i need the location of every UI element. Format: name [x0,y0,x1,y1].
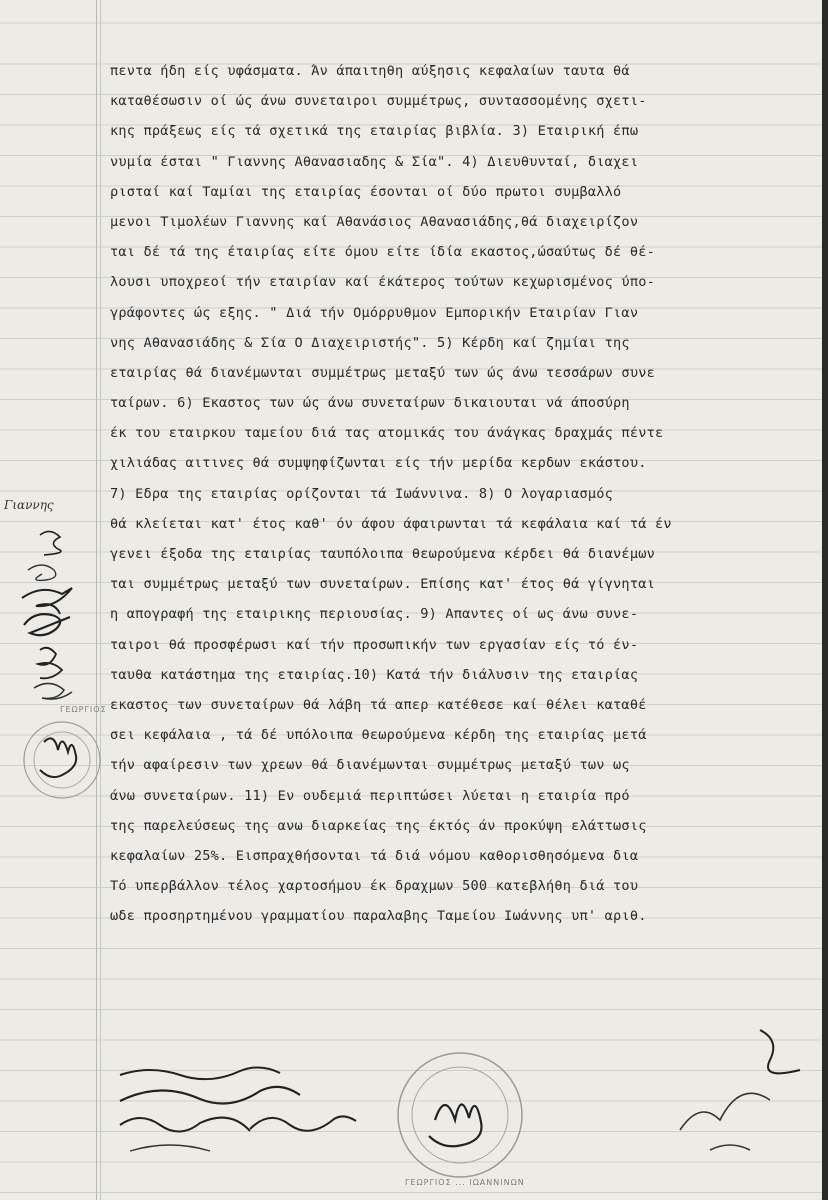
margin-rule-secondary [100,0,101,1200]
text-line: ται συμμέτρως μεταξύ των συνεταίρων. Επίσης κατ' έτος θά γίγνηται [110,576,655,593]
text-line: της παρελεύσεως της ανω διαρκείας της έκτός άν προκύψη ελάττωσις [110,817,647,834]
margin-stamp-label [20,700,120,720]
text-line: Τό υπερβάλλον τέλος χαρτοσήμου έκ δραχμων 500 κατεβλήθη διά του [110,878,639,895]
text-line: άνω συνεταίρων. 11) Εν ουδεμιά περιπτώσει λύεται η εταιρία πρό [110,787,630,804]
text-line: ταιροι θά προσφέρωσι καί τήν προσωπικήν των εργασίαν είς τό έν- [110,636,639,653]
text-line: μενοι Τιμολέων Γιαννης καί Αθανάσιος Αθανασιάδης,θά διαχειρίζον [110,213,639,230]
text-line: χιλιάδας αιτινες θά συμψηφίζωνται είς τήν μερίδα κερδων εκάστου. [110,455,647,472]
text-line: καταθέσωσιν οί ώς άνω συνεταιροι συμμέτρως, συντασσομένης σχετι- [110,93,647,110]
text-line: κεφαλαίων 25%. Εισπραχθήσονται τά διά νόμου καθορισθησόμενα δια [110,847,639,864]
text-line: λουσι υποχρεοί τήν εταιρίαν καί έκάτερος τούτων κεχωρισμένος ύπο- [110,274,655,291]
text-line: ρισταί καί Ταμίαι της εταιρίας έσονται οί δύο πρωτοι συμβαλλό [110,183,622,200]
text-line: εκαστος των συνεταίρων θά λάβη τά απερ κατέθεσε καί θέλει καταθέ [110,696,647,713]
text-line: σει κεφάλαια , τά δέ υπόλοιπα θεωρούμενα κέρδη της εταιρίας μετά [110,727,647,744]
svg-text:ΓΕΩΡΓΙΟΣ ... ΙΩΑΝΝΙΝΩΝ: ΓΕΩΡΓΙΟΣ ... ΙΩΑΝΝΙΝΩΝ [405,1178,525,1187]
text-line: πεντα ήδη είς υφάσματα. Άν άπαιτηθη αύξησις κεφαλαίων ταυτα θά [110,63,630,79]
margin-signatures [10,520,100,830]
text-line: ταυθα κατάστημα της εταιρίας.10) Κατά τήν διάλυσιν της εταιρίας [110,666,639,683]
official-stamp [385,1040,535,1190]
svg-text:ΓΕΩΡΓΙΟΣ: ΓΕΩΡΓΙΟΣ [60,705,107,714]
text-line: κης πράξεως είς τά σχετικά της εταιρίας βιβλία. 3) Εταιρική έπω [110,123,639,140]
bottom-signatures [100,1055,380,1165]
text-line: γενει έξοδα της εταιρίας ταυπόλοιπα θεωρούμενα κέρδει θά διανέμων [110,546,655,562]
page-right-edge [822,0,828,1200]
text-line: νυμία έσται " Γιαννης Αθανασιαδης & Σία". 4) Διευθυνταί, διαχει [110,153,639,170]
text-line: 7) Εδρα της εταιρίας ορίζονται τά Ιωάννινα. 8) Ο λογαριασμός [110,485,614,502]
text-line: η απογραφή της εταιρικης περιουσίας. 9) Απαντες οί ως άνω συνε- [110,606,639,623]
margin-handwritten-note: Γιαννης [4,498,54,512]
text-line: τήν αφαίρεσιν των χρεων θά διανέμωνται συμμέτρως μεταξύ των ως [110,757,630,774]
typed-body-text [110,56,770,931]
text-line: ωδε προσηρτημένου γραμματίου παραλαβης Ταμείου Ιωάννης υπ' αριθ. [110,908,647,925]
text-line: έκ του εταιρκου ταμείου διά τας ατομικάς του άνάγκας δραχμάς πέντε [110,425,664,442]
text-line: εταιρίας θά διανέμωνται συμμέτρως μεταξύ των ώς άνω τεσσάρων συνε [110,364,655,381]
text-line: νης Αθανασιάδης & Σία Ο Διαχειριστής". 5) Κέρδη καί ζημίαι της [110,334,630,351]
text-line: ται δέ τά της έταιρίας είτε όμου είτε ίδία εκαστος,ώσαύτως δέ θέ- [110,244,655,261]
text-line: ταίρων. 6) Εκαστος των ώς άνω συνεταίρων δικαιουται νά άποσύρη [110,395,630,412]
text-line: θά κλείεται κατ' έτος καθ' όν άφου άφαιρωνται τά κεφάλαια καί τά έν [110,515,672,532]
text-line: γράφοντες ώς εξης. " Διά τήν Ομόρρυθμον Εμπορικήν Εταιρίαν Γιαν [110,304,639,321]
right-signatures [650,1020,820,1170]
